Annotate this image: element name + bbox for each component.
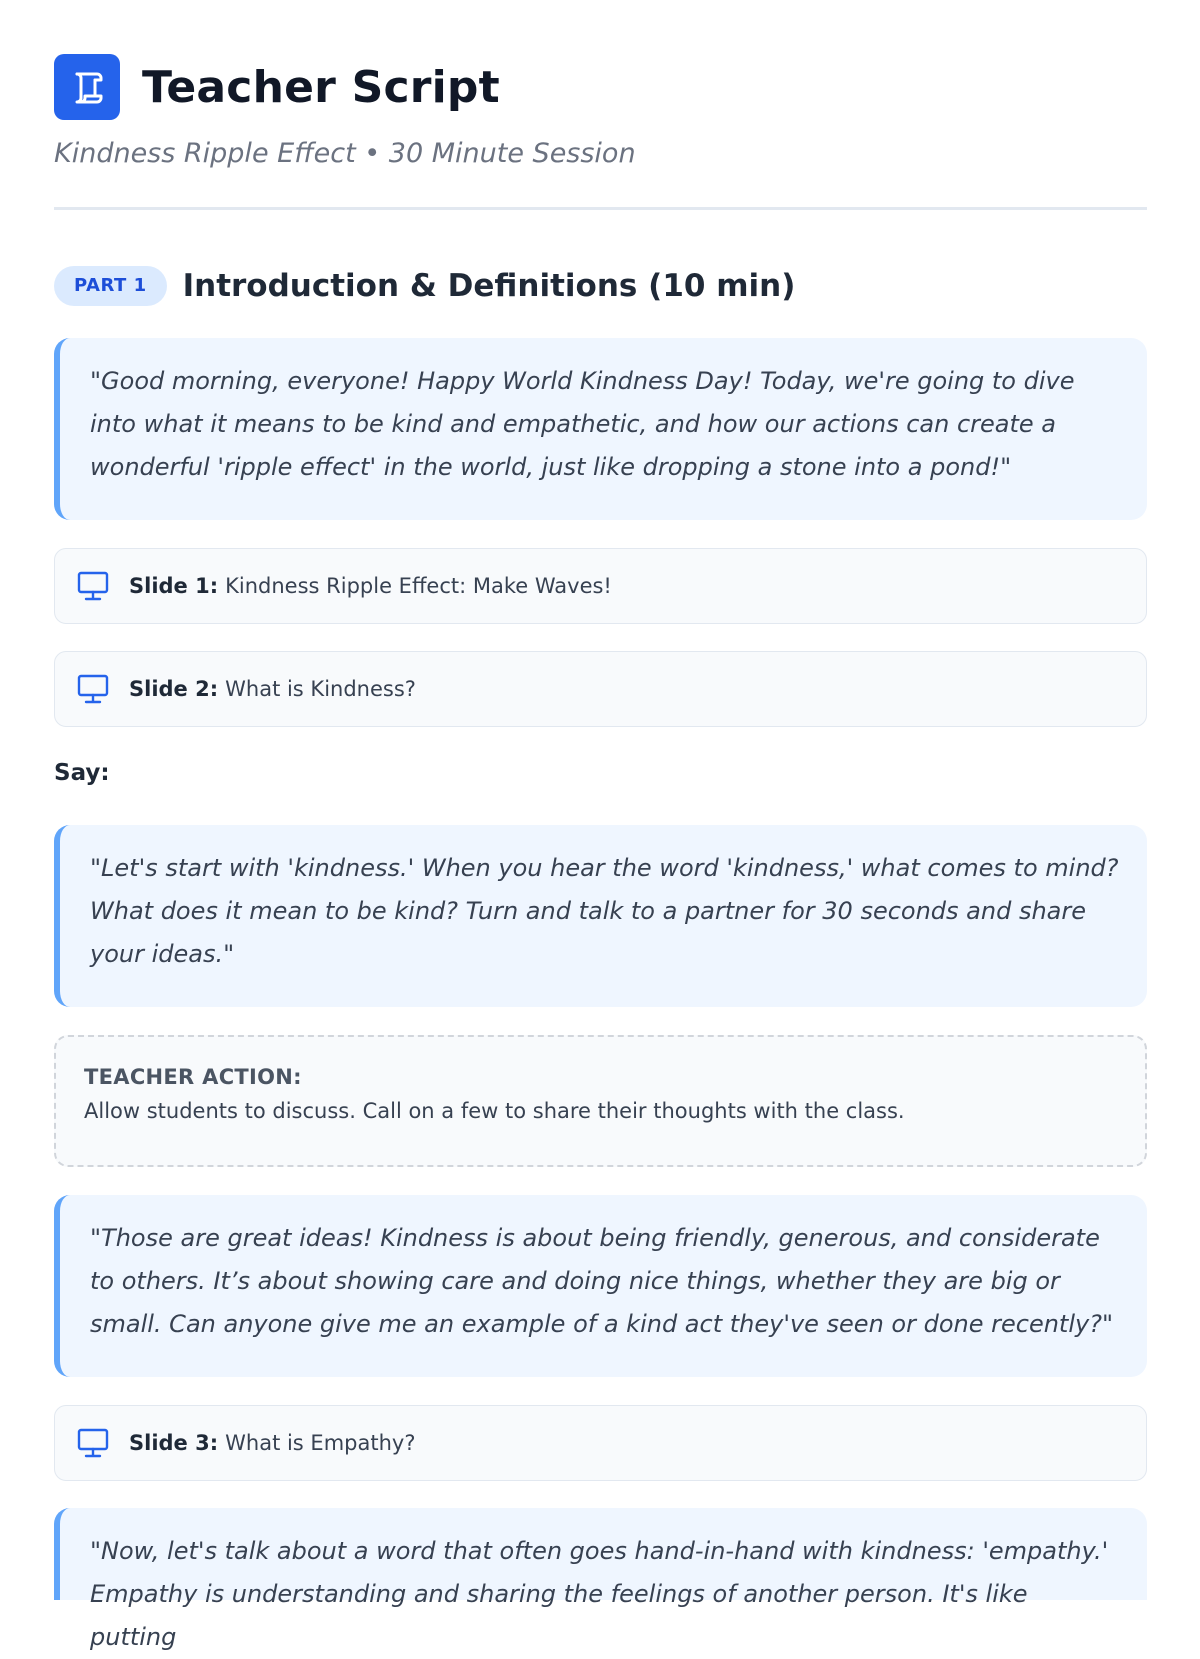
script-quote: "Let's start with 'kindness.' When you hear the word 'kindness,' what comes to mind? What does it mean to be kind? Turn and talk to a partner for 30 seconds and share your ideas.": [54, 825, 1147, 1007]
page-subtitle: Kindness Ripple Effect • 30 Minute Session: [54, 138, 636, 169]
slide-text: What is Kindness?: [225, 677, 416, 701]
header-divider: [54, 207, 1147, 210]
monitor-icon: [77, 571, 109, 601]
monitor-icon: [77, 674, 109, 704]
teacher-action-text: Allow students to discuss. Call on a few to share their thoughts with the class.: [84, 1099, 905, 1123]
page-title: Teacher Script: [142, 61, 500, 113]
slide-label: Slide 3:: [129, 1431, 219, 1455]
slide-label: Slide 2:: [129, 677, 219, 701]
slide-reference: [54, 651, 1147, 727]
slide-label: Slide 1:: [129, 574, 219, 598]
teacher-action-label: TEACHER ACTION:: [84, 1065, 302, 1089]
script-quote: "Good morning, everyone! Happy World Kindness Day! Today, we're going to dive into what it means to be kind and empathetic, and how our actions can create a wonderful 'ripple effect' in the world, just like dropping a stone into a pond!": [54, 338, 1147, 520]
say-label: Say:: [54, 760, 110, 786]
slide-text: What is Empathy?: [225, 1431, 416, 1455]
part-title: Introduction & Definitions (10 min): [182, 268, 796, 304]
script-quote: "Those are great ideas! Kindness is about being friendly, generous, and considerate to others. It’s about showing care and doing nice things, whether they are big or small. Can anyone give me an example of a kind act they've seen or done recently?": [54, 1195, 1147, 1377]
slide-reference: [54, 548, 1147, 624]
page-header: [54, 54, 500, 120]
slide-reference: [54, 1405, 1147, 1481]
scroll-icon: [54, 54, 120, 120]
script-quote: "Now, let's talk about a word that often goes hand-in-hand with kindness: 'empathy.' Empathy is understanding and sharing the feelings of another person. It's like putting: [54, 1508, 1147, 1600]
part-heading: [54, 266, 795, 306]
teacher-action-box: [54, 1035, 1147, 1167]
slide-text: Kindness Ripple Effect: Make Waves!: [225, 574, 612, 598]
monitor-icon: [77, 1428, 109, 1458]
part-badge: PART 1: [54, 266, 167, 306]
